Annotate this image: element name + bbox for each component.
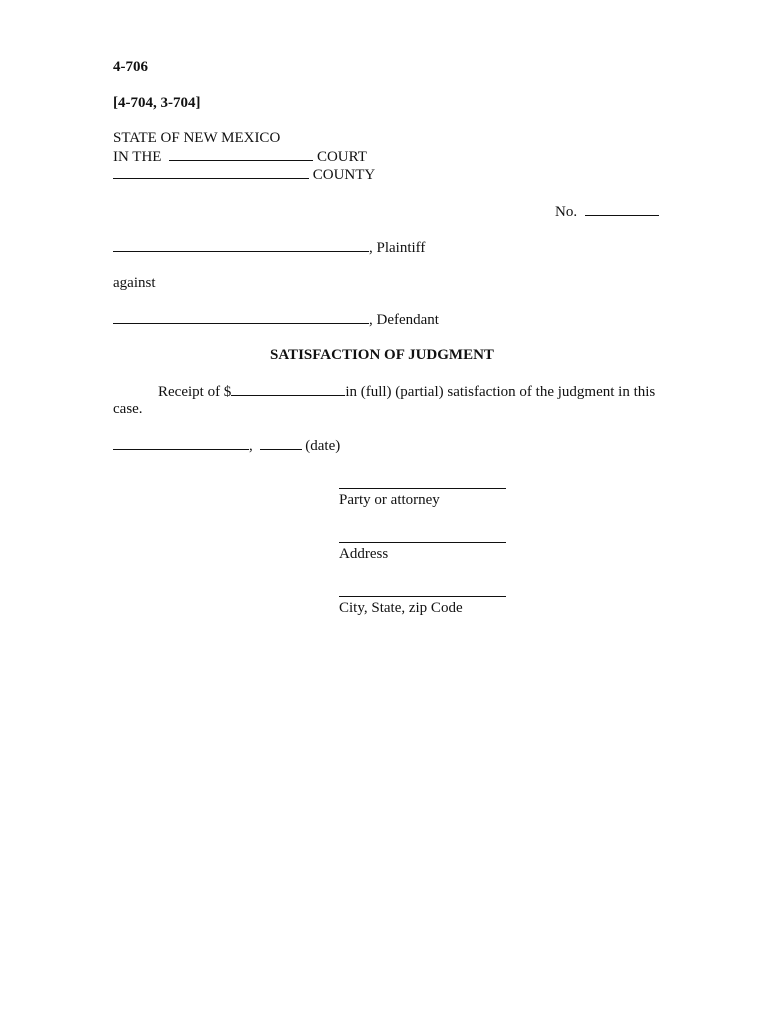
defendant-line: [113, 310, 439, 329]
receipt-continuation: case.: [113, 401, 143, 417]
amount-field[interactable]: [231, 382, 345, 396]
defendant-label: , Defendant: [369, 312, 439, 328]
case-number-line: [555, 202, 659, 221]
party-attorney-label: Party or attorney: [339, 492, 440, 508]
case-no-label: No.: [555, 204, 578, 220]
plaintiff-name-field[interactable]: [113, 238, 369, 252]
receipt-prefix: Receipt of $: [158, 384, 232, 400]
county-name-field[interactable]: [113, 165, 309, 179]
receipt-suffix: in (full) (partial) satisfaction of the judgment in this: [345, 384, 656, 400]
date-label: (date): [305, 438, 341, 454]
date-line: [113, 436, 340, 455]
city-signature-line[interactable]: [339, 596, 506, 597]
plaintiff-line: [113, 238, 425, 257]
state-heading: STATE OF NEW MEXICO: [113, 130, 281, 146]
plaintiff-label: , Plaintiff: [369, 240, 426, 256]
county-label: COUNTY: [312, 167, 376, 183]
against-text: against: [113, 275, 156, 291]
city-state-zip-label: City, State, zip Code: [339, 600, 463, 616]
case-number-field[interactable]: [585, 202, 659, 216]
court-label: COURT: [316, 149, 367, 165]
court-name-field[interactable]: [169, 147, 313, 161]
related-rules: [4-704, 3-704]: [113, 95, 201, 111]
document-title: SATISFACTION OF JUDGMENT: [270, 347, 494, 363]
county-line: [113, 165, 375, 184]
date-comma: ,: [249, 438, 253, 454]
address-signature-line[interactable]: [339, 542, 506, 543]
receipt-line: [158, 382, 655, 401]
court-line: [113, 147, 367, 166]
address-label: Address: [339, 546, 389, 562]
rule-number: 4-706: [113, 59, 148, 75]
party-signature-line[interactable]: [339, 488, 506, 489]
date-field[interactable]: [260, 436, 302, 450]
defendant-name-field[interactable]: [113, 310, 369, 324]
in-the-label: IN THE: [113, 149, 162, 165]
date-place-field[interactable]: [113, 436, 249, 450]
